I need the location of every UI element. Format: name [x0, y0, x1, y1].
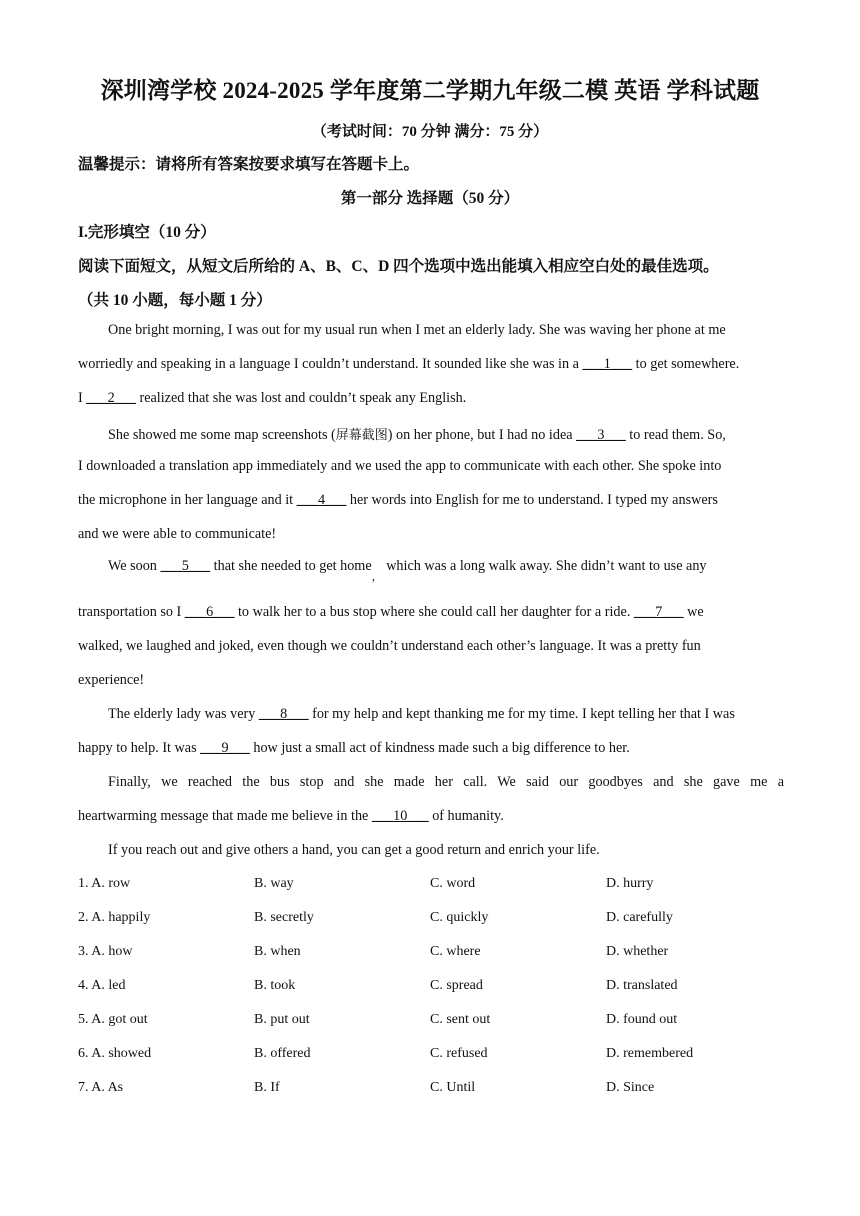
- passage-text: realized that she was lost and couldn’t speak any English.: [135, 390, 467, 406]
- passage-line: [78, 604, 788, 621]
- option-b: B. offered: [254, 1046, 311, 1061]
- passage-text: She showed me some map screenshots (: [108, 427, 336, 443]
- option-a: 3. A. how: [78, 944, 133, 959]
- passage-text: happy to help. It was: [78, 740, 201, 756]
- option-a: 6. A. showed: [78, 1046, 152, 1061]
- option-c: C. spread: [430, 978, 483, 993]
- part-heading: 第一部分 选择题（50 分）: [340, 190, 520, 207]
- passage-text: We soon: [108, 558, 161, 574]
- passage-line: [78, 638, 788, 655]
- section-title: I.完形填空（10 分）: [78, 224, 216, 241]
- blank-2: ___2___: [86, 390, 136, 406]
- option-c: C. Until: [430, 1080, 476, 1095]
- passage-line: [78, 356, 790, 373]
- passage-text: to read them. So,: [625, 427, 726, 443]
- section-instruction: 阅读下面短文，从短文后所给的 A、B、C、D 四个选项中选出能填入相应空白处的最佳选项。: [78, 258, 719, 275]
- blank-9: ___9___: [200, 740, 250, 756]
- blank-3: ___3___: [576, 427, 626, 443]
- option-d: D. hurry: [606, 876, 654, 891]
- passage-gloss: 屏幕截图: [335, 428, 388, 443]
- passage-text: The elderly lady was very: [108, 706, 259, 722]
- blank-5: ___5___: [160, 558, 211, 574]
- reminder-tip: 温馨提示：请将所有答案按要求填写在答题卡上。: [78, 156, 420, 173]
- passage-line: [108, 322, 788, 339]
- passage-text: of humanity.: [428, 808, 504, 824]
- exam-title: 深圳湾学校 2024-2025 学年度第二学期九年级二模 英语 学科试题: [100, 78, 760, 103]
- passage-text: and we were able to communicate!: [78, 526, 277, 542]
- passage-text: experience!: [78, 672, 145, 688]
- option-b: B. If: [254, 1080, 280, 1095]
- option-c: C. word: [430, 876, 476, 891]
- passage-text: I downloaded a translation app immediately and we used the app to communicate with each other. She spoke into: [78, 458, 722, 474]
- passage-line: [108, 706, 788, 723]
- passage-line: [108, 424, 788, 444]
- blank-10: ___10___: [371, 808, 429, 824]
- blank-7: ___7___: [633, 604, 684, 620]
- passage-line: [78, 526, 788, 543]
- passage-line: [78, 390, 788, 407]
- option-d: D. found out: [606, 1012, 678, 1027]
- exam-subtitle: （考试时间：70 分钟 满分：75 分）: [311, 124, 549, 140]
- passage-line: [108, 558, 788, 583]
- passage-text: heartwarming message that made me believe in the: [78, 808, 372, 824]
- option-b: B. way: [254, 876, 294, 891]
- passage-line: [108, 774, 784, 791]
- passage-text: worriedly and speaking in a language I couldn’t understand. It sounded like she was in a: [78, 356, 583, 372]
- passage-text: Finally, we reached the bus stop and she made her call. We said our goodbyes and she gave me a: [108, 774, 784, 790]
- passage-line: [78, 808, 788, 825]
- blank-6: ___6___: [184, 604, 235, 620]
- passage-text: for my help and kept thanking me for my time. I kept telling her that I was: [308, 706, 735, 722]
- passage-line: [78, 492, 788, 509]
- passage-line: [78, 458, 788, 475]
- option-a: 4. A. led: [78, 978, 126, 993]
- option-d: D. Since: [606, 1080, 655, 1095]
- option-c: C. quickly: [430, 910, 489, 925]
- option-d: D. whether: [606, 944, 669, 959]
- passage-text: how just a small act of kindness made such a big difference to her.: [249, 740, 630, 756]
- passage-text: transportation so I: [78, 604, 185, 620]
- passage-line: [108, 842, 788, 859]
- passage-text: I: [78, 390, 87, 406]
- option-c: C. where: [430, 944, 481, 959]
- option-b: B. took: [254, 978, 296, 993]
- option-a: 2. A. happily: [78, 910, 151, 925]
- passage-text: to walk her to a bus stop where she could call her daughter for a ride.: [234, 604, 634, 620]
- option-a: 1. A. row: [78, 876, 131, 891]
- passage-text: One bright morning, I was out for my usual run when I met an elderly lady. She was waving her phone at me: [108, 322, 726, 338]
- passage-text: that she needed to get home: [210, 558, 372, 574]
- option-d: D. translated: [606, 978, 678, 993]
- passage-text: we: [683, 604, 704, 620]
- blank-8: ___8___: [258, 706, 309, 722]
- passage-line: [78, 672, 788, 689]
- option-b: B. secretly: [254, 910, 314, 925]
- option-c: C. refused: [430, 1046, 488, 1061]
- passage-text: If you reach out and give others a hand, you can get a good return and enrich your life.: [108, 842, 600, 858]
- option-d: D. carefully: [606, 910, 673, 925]
- passage-text: which was a long walk away. She didn’t want to use any: [382, 558, 707, 574]
- passage-text: her words into English for me to understand. I typed my answers: [346, 492, 718, 508]
- option-a: 5. A. got out: [78, 1012, 148, 1027]
- section-instruction-count: （共 10 小题，每小题 1 分）: [78, 292, 272, 309]
- option-d: D. remembered: [606, 1046, 694, 1061]
- passage-comma: ，: [371, 571, 383, 583]
- passage-text: ) on her phone, but I had no idea: [387, 427, 577, 443]
- passage-line: [78, 740, 788, 757]
- option-a: 7. A. As: [78, 1080, 124, 1095]
- passage-text: the microphone in her language and it: [78, 492, 297, 508]
- passage-text: to get somewhere.: [632, 356, 740, 372]
- option-c: C. sent out: [430, 1012, 491, 1027]
- option-b: B. put out: [254, 1012, 310, 1027]
- blank-4: ___4___: [296, 492, 347, 508]
- option-b: B. when: [254, 944, 301, 959]
- blank-1: ___1___: [582, 356, 633, 372]
- passage-text: walked, we laughed and joked, even though we couldn’t understand each other’s language. It was a pretty fun: [78, 638, 701, 654]
